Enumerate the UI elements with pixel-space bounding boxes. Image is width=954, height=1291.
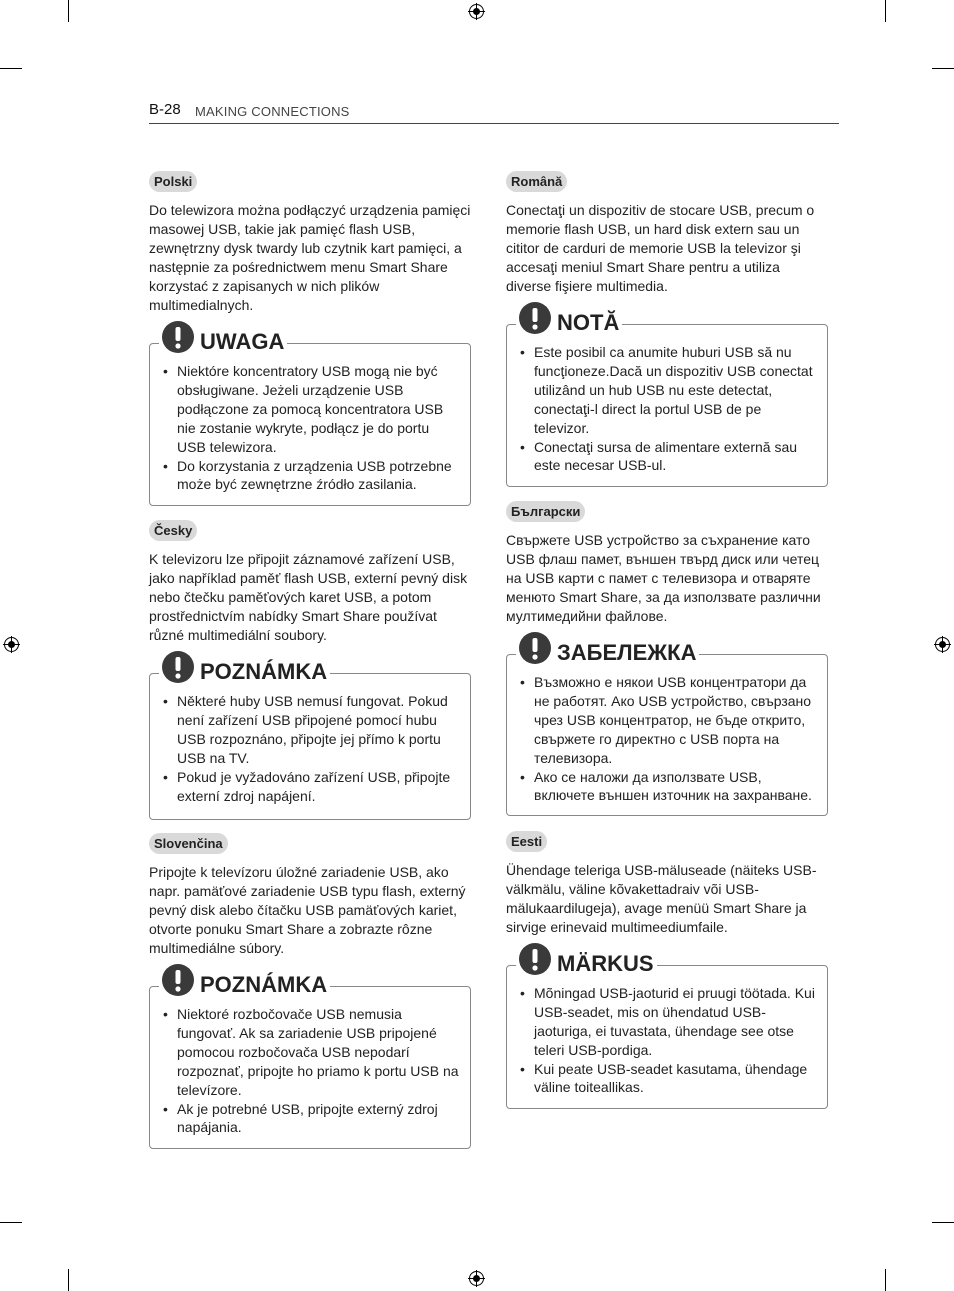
paragraph-cesky: K televizoru lze připojit záznamové zařízení USB, jako například paměť flash USB, externí pevný disk nebo čtečku paměťových karet USB, a potom prostřednictvím nabídky Smart Share používat různé multimediální soubory. bbox=[149, 551, 468, 643]
language-tag-romana: Română bbox=[506, 171, 567, 192]
page-header bbox=[149, 100, 839, 124]
note-bullet: • Do korzystania z urządzenia USB potrzebne może być zewnętrzne źródło zasilania. bbox=[163, 457, 460, 493]
warning-icon bbox=[518, 942, 552, 976]
note-header bbox=[516, 631, 699, 665]
crop-mark bbox=[885, 1269, 886, 1291]
paragraph-bulgarian: Свържете USB устройство за съхранение като USB флаш памет, външен твърд диск или четец на USB карти с памет с телевизора и отваряте менюто Smart Share, за да използвате различни мултимедийни файлове. bbox=[506, 532, 821, 624]
page-number: B-28 bbox=[149, 101, 181, 118]
crop-mark bbox=[932, 68, 954, 69]
note-title: NOTĂ bbox=[557, 310, 620, 335]
note-bullet: • Ak je potrebné USB, pripojte externý zdroj napájania. bbox=[163, 1100, 460, 1136]
note-box-slovencina bbox=[149, 972, 471, 1149]
note-box-eesti bbox=[506, 951, 828, 1109]
note-title: MÄRKUS bbox=[557, 951, 654, 976]
crop-mark bbox=[0, 1222, 22, 1223]
registration-mark-icon bbox=[3, 636, 20, 653]
language-tag-polski: Polski bbox=[149, 171, 197, 192]
note-bullet: • Niektóre koncentratory USB mogą nie być obsługiwane. Jeżeli urządzenie USB podłączone za pomocą koncentratora USB nie zostanie wykryte, podłącz je do portu USB telewizora. bbox=[163, 362, 460, 457]
warning-icon bbox=[161, 320, 195, 354]
crop-mark bbox=[932, 1222, 954, 1223]
note-list bbox=[520, 673, 817, 804]
note-bullet: • Възможно е някои USB концентратори да не работят. Ако USB устройство, свързано чрез USB концентратор, не бъде открито, свържете го директно с USB порта на телевизора. bbox=[520, 673, 817, 768]
note-list bbox=[520, 984, 817, 1096]
note-box-polski bbox=[149, 329, 471, 506]
note-header bbox=[159, 963, 330, 997]
crop-mark bbox=[68, 0, 69, 22]
note-title: POZNÁMKA bbox=[200, 972, 328, 997]
paragraph-romana: Conectaţi un dispozitiv de stocare USB, precum o memorie flash USB, un hard disk extern sau un cititor de carduri de memorie USB la televizor şi accesaţi meniul Smart Share pentru a utiliza diverse fişiere multimedia. bbox=[506, 202, 815, 294]
crop-mark bbox=[885, 0, 886, 22]
note-box-bulgarian bbox=[506, 640, 828, 816]
note-bullet: • Mõningad USB-jaoturid ei pruugi töötada. Kui USB-seadet, mis on ühendatud USB-jaoturiga, ei tuvastata, ühendage see otse teleri USB-pordiga. bbox=[520, 984, 817, 1060]
crop-mark bbox=[68, 1269, 69, 1291]
note-bullet: • Conectaţi sursa de alimentare externă sau este necesar USB-ul. bbox=[520, 438, 817, 474]
note-list bbox=[163, 362, 460, 493]
note-bullet: • Este posibil ca anumite huburi USB să nu funcţioneze.Dacă un dispozitiv USB conectat utilizând un hub USB nu este detectat, conectaţi-l direct la portul USB de pe televizor. bbox=[520, 343, 817, 438]
paragraph-eesti: Ühendage teleriga USB-mäluseade (näiteks USB-välkmälu, väline kõvakettadraiv või USB-mälukaardilugeja), avage menüü Smart Share ja sirvige erinevaid multimeediumfaile. bbox=[506, 862, 817, 935]
note-bullet: • Niektoré rozbočovače USB nemusia fungovať. Ak sa zariadenie USB pripojené pomocou rozbočovača USB nepodarí rozpoznať, pripojte ho priamo k portu USB na televízore. bbox=[163, 1005, 460, 1100]
warning-icon bbox=[161, 963, 195, 997]
note-list bbox=[520, 343, 817, 474]
registration-mark-icon bbox=[468, 3, 485, 20]
language-tag-cesky: Česky bbox=[149, 520, 197, 541]
note-bullet: • Kui peate USB-seadet kasutama, ühendage väline toiteallikas. bbox=[520, 1060, 817, 1096]
paragraph-slovencina: Pripojte k televízoru úložné zariadenie USB, ako napr. pamäťové zariadenie USB typu flash, externý pevný disk alebo čítačku USB pamäťových kariet, otvorte ponuku Smart Share a zobrazte rôzne multimediálne súbory. bbox=[149, 864, 466, 956]
warning-icon bbox=[518, 631, 552, 665]
note-list bbox=[163, 1005, 460, 1136]
note-box-romana bbox=[506, 310, 828, 487]
registration-mark-icon bbox=[468, 1270, 485, 1287]
note-header bbox=[159, 320, 287, 354]
note-box-cesky bbox=[149, 659, 471, 820]
warning-icon bbox=[518, 301, 552, 335]
note-header bbox=[516, 942, 657, 976]
language-tag-eesti: Eesti bbox=[506, 831, 547, 852]
note-bullet: • Ако се наложи да използвате USB, включете външен източник на захранване. bbox=[520, 768, 817, 804]
note-header bbox=[516, 301, 622, 335]
paragraph-polski: Do telewizora można podłączyć urządzenia pamięci masowej USB, takie jak pamięć flash USB, zewnętrzny dysk twardy lub czytnik kart pamięci, a następnie za pośrednictwem menu Smart Share korzystać z zapisanych w nich plików multimedialnych. bbox=[149, 202, 471, 313]
note-bullet: • Některé huby USB nemusí fungovat. Pokud není zařízení USB připojené pomocí hubu USB rozpoznáno, připojte jej přímo k portu USB na TV. bbox=[163, 692, 460, 768]
language-tag-bulgarian: Български bbox=[506, 501, 585, 522]
note-bullet: • Pokud je vyžadováno zařízení USB, připojte externí zdroj napájení. bbox=[163, 768, 460, 806]
section-title: MAKING CONNECTIONS bbox=[195, 104, 350, 119]
note-header bbox=[159, 650, 330, 684]
note-title: ЗАБЕЛЕЖКА bbox=[557, 640, 697, 665]
crop-mark bbox=[0, 68, 22, 69]
warning-icon bbox=[161, 650, 195, 684]
language-tag-slovencina: Slovenčina bbox=[149, 833, 228, 854]
note-list bbox=[163, 692, 460, 806]
note-title: POZNÁMKA bbox=[200, 659, 328, 684]
note-title: UWAGA bbox=[200, 329, 285, 354]
registration-mark-icon bbox=[934, 636, 951, 653]
